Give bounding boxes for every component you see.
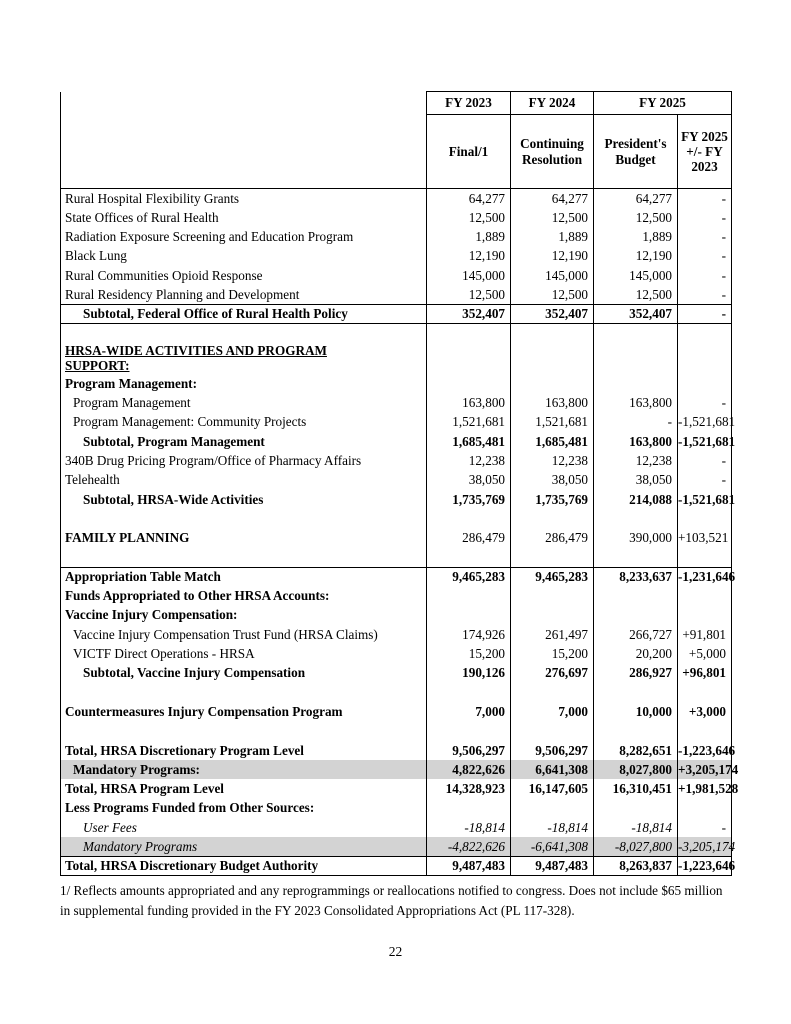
cell-value: 1,735,769 (511, 490, 594, 509)
spacer-row (61, 548, 732, 567)
col-subheader-final: Final/1 (427, 115, 511, 189)
table-row (61, 663, 732, 682)
cell-value: 9,465,283 (427, 567, 511, 586)
cell-value: -6,641,308 (511, 837, 594, 856)
footnote: 1/ Reflects amounts appropriated and any reprogrammings or reallocations notified to congress. Does not include $65 million in supplemental funding provided in the FY 2023 Consolidated Appropriations Act (PL 117-328). (60, 883, 723, 919)
cell-value: 1,685,481 (427, 432, 511, 451)
cell-value: 4,822,626 (427, 760, 511, 779)
cell-value: - (678, 246, 732, 265)
row-label: Rural Hospital Flexibility Grants (61, 189, 427, 208)
cell-value (511, 586, 594, 605)
cell-value: -18,814 (427, 818, 511, 837)
cell-value: 15,200 (511, 644, 594, 663)
spacer-row (61, 324, 732, 343)
cell-value (427, 509, 511, 528)
table-row (61, 625, 732, 644)
cell-value: 8,263,837 (594, 856, 678, 875)
cell-value: 1,889 (594, 227, 678, 246)
cell-value (511, 324, 594, 343)
table-row (61, 227, 732, 246)
row-label: Mandatory Programs: (61, 760, 427, 779)
cell-value: 12,238 (427, 451, 511, 470)
row-label: Subtotal, HRSA-Wide Activities (61, 490, 427, 509)
cell-value (678, 721, 732, 740)
cell-value: 163,800 (511, 393, 594, 412)
table-row (61, 779, 732, 798)
cell-value: - (594, 413, 678, 432)
table-row (61, 343, 732, 374)
cell-value: 9,506,297 (427, 741, 511, 760)
cell-value: 12,500 (427, 285, 511, 304)
row-label: Total, HRSA Discretionary Program Level (61, 741, 427, 760)
spacer-row (61, 683, 732, 702)
table-row (61, 285, 732, 304)
cell-value: - (678, 266, 732, 285)
cell-value (427, 343, 511, 374)
cell-value: 163,800 (594, 393, 678, 412)
cell-value: 12,190 (594, 246, 678, 265)
cell-value: 145,000 (594, 266, 678, 285)
col-subheader-presidents-budget: President's Budget (594, 115, 678, 189)
cell-value: 163,800 (427, 393, 511, 412)
cell-value: -4,822,626 (427, 837, 511, 856)
row-label: Subtotal, Vaccine Injury Compensation (61, 663, 427, 682)
table-row (61, 432, 732, 451)
cell-value: 1,521,681 (427, 413, 511, 432)
cell-value: -1,521,681 (678, 490, 732, 509)
col-header-fy2025: FY 2025 (594, 92, 732, 115)
cell-value: 352,407 (594, 304, 678, 323)
cell-value: +103,521 (678, 528, 732, 547)
table-row (61, 393, 732, 412)
cell-value (678, 374, 732, 393)
cell-value: - (678, 471, 732, 490)
row-label (61, 509, 427, 528)
row-label: Vaccine Injury Compensation: (61, 606, 427, 625)
cell-value: 286,479 (427, 528, 511, 547)
spacer-row (61, 509, 732, 528)
fy-header-row (61, 92, 732, 115)
cell-value: - (678, 393, 732, 412)
cell-value: 8,282,651 (594, 741, 678, 760)
cell-value (678, 606, 732, 625)
table-row (61, 837, 732, 856)
table-row (61, 490, 732, 509)
cell-value: 174,926 (427, 625, 511, 644)
row-label: Funds Appropriated to Other HRSA Accounts: (61, 586, 427, 605)
row-label: 340B Drug Pricing Program/Office of Pharmacy Affairs (61, 451, 427, 470)
cell-value (594, 606, 678, 625)
table-row (61, 606, 732, 625)
cell-value (594, 324, 678, 343)
table-row (61, 586, 732, 605)
row-label: User Fees (61, 818, 427, 837)
row-label: VICTF Direct Operations - HRSA (61, 644, 427, 663)
row-label: State Offices of Rural Health (61, 208, 427, 227)
cell-value: 38,050 (511, 471, 594, 490)
cell-value: 16,310,451 (594, 779, 678, 798)
col-subheader-fy2025-vs-fy2023: FY 2025 +/- FY 2023 (678, 115, 732, 189)
table-row (61, 702, 732, 721)
cell-value: 390,000 (594, 528, 678, 547)
cell-value: 7,000 (511, 702, 594, 721)
cell-value: 276,697 (511, 663, 594, 682)
cell-value: -1,521,681 (678, 432, 732, 451)
row-label: Telehealth (61, 471, 427, 490)
row-label (61, 548, 427, 567)
cell-value (511, 799, 594, 818)
row-label: Countermeasures Injury Compensation Program (61, 702, 427, 721)
cell-value (594, 683, 678, 702)
cell-value: - (678, 189, 732, 208)
cell-value: 12,500 (427, 208, 511, 227)
col-subheader-continuing-resolution: Continuing Resolution (511, 115, 594, 189)
cell-value: - (678, 304, 732, 323)
row-label (61, 721, 427, 740)
label-column-header (61, 92, 427, 189)
table-row (61, 856, 732, 875)
table-row (61, 818, 732, 837)
cell-value: 12,500 (511, 285, 594, 304)
table-row (61, 266, 732, 285)
cell-value (427, 721, 511, 740)
cell-value: 12,500 (511, 208, 594, 227)
cell-value (511, 509, 594, 528)
cell-value: -3,205,174 (678, 837, 732, 856)
cell-value: 12,238 (594, 451, 678, 470)
page-content (60, 91, 739, 921)
cell-value (427, 374, 511, 393)
cell-value (678, 683, 732, 702)
cell-value: 145,000 (511, 266, 594, 285)
cell-value (594, 799, 678, 818)
cell-value: - (678, 208, 732, 227)
cell-value: 214,088 (594, 490, 678, 509)
cell-value: 64,277 (594, 189, 678, 208)
row-label: FAMILY PLANNING (61, 528, 427, 547)
row-label: Rural Communities Opioid Response (61, 266, 427, 285)
col-header-fy2024: FY 2024 (511, 92, 594, 115)
cell-value (594, 374, 678, 393)
cell-value: 14,328,923 (427, 779, 511, 798)
table-row (61, 567, 732, 586)
cell-value: 10,000 (594, 702, 678, 721)
cell-value: 9,465,283 (511, 567, 594, 586)
cell-value (511, 374, 594, 393)
table-row (61, 246, 732, 265)
cell-value: 261,497 (511, 625, 594, 644)
cell-value: +91,801 (678, 625, 732, 644)
cell-value: 9,506,297 (511, 741, 594, 760)
row-label: Appropriation Table Match (61, 567, 427, 586)
cell-value: 12,190 (427, 246, 511, 265)
cell-value (427, 548, 511, 567)
cell-value: 266,727 (594, 625, 678, 644)
cell-value (427, 606, 511, 625)
table-row (61, 413, 732, 432)
table-row (61, 741, 732, 760)
row-label (61, 324, 427, 343)
cell-value: 12,238 (511, 451, 594, 470)
cell-value: 38,050 (594, 471, 678, 490)
cell-value: 9,487,483 (511, 856, 594, 875)
cell-value: - (678, 227, 732, 246)
cell-value (678, 548, 732, 567)
cell-value: +1,981,528 (678, 779, 732, 798)
cell-value: 1,521,681 (511, 413, 594, 432)
cell-value: -1,223,646 (678, 741, 732, 760)
cell-value (594, 343, 678, 374)
cell-value: 8,027,800 (594, 760, 678, 779)
cell-value: 190,126 (427, 663, 511, 682)
cell-value: - (678, 818, 732, 837)
cell-value: 7,000 (427, 702, 511, 721)
cell-value: 1,889 (427, 227, 511, 246)
cell-value (678, 324, 732, 343)
table-row (61, 471, 732, 490)
cell-value: 286,927 (594, 663, 678, 682)
cell-value: +3,000 (678, 702, 732, 721)
cell-value: 64,277 (427, 189, 511, 208)
cell-value (594, 548, 678, 567)
spacer-row (61, 721, 732, 740)
row-label: Radiation Exposure Screening and Education Program (61, 227, 427, 246)
cell-value (427, 683, 511, 702)
cell-value (427, 586, 511, 605)
table-row (61, 208, 732, 227)
cell-value (678, 586, 732, 605)
cell-value: 12,500 (594, 208, 678, 227)
cell-value: -1,231,646 (678, 567, 732, 586)
table-row (61, 644, 732, 663)
cell-value: 12,190 (511, 246, 594, 265)
cell-value: 64,277 (511, 189, 594, 208)
row-label: Subtotal, Program Management (61, 432, 427, 451)
cell-value (511, 683, 594, 702)
cell-value: 8,233,637 (594, 567, 678, 586)
row-label: Total, HRSA Discretionary Budget Authority (61, 856, 427, 875)
cell-value: - (678, 285, 732, 304)
cell-value: 1,685,481 (511, 432, 594, 451)
cell-value: 15,200 (427, 644, 511, 663)
cell-value: -1,521,681 (678, 413, 732, 432)
table-row (61, 760, 732, 779)
cell-value: -18,814 (594, 818, 678, 837)
row-label: Subtotal, Federal Office of Rural Health Policy (61, 304, 427, 323)
cell-value: 352,407 (427, 304, 511, 323)
page-number: 22 (388, 944, 403, 959)
budget-table (60, 91, 739, 876)
table-row (61, 189, 732, 208)
cell-value: +96,801 (678, 663, 732, 682)
cell-value: 163,800 (594, 432, 678, 451)
cell-value (678, 343, 732, 374)
cell-value (511, 721, 594, 740)
cell-value: 9,487,483 (427, 856, 511, 875)
cell-value: +5,000 (678, 644, 732, 663)
cell-value: -1,223,646 (678, 856, 732, 875)
cell-value: 12,500 (594, 285, 678, 304)
table-row (61, 799, 732, 818)
col-header-fy2023: FY 2023 (427, 92, 511, 115)
cell-value: 16,147,605 (511, 779, 594, 798)
row-label: Vaccine Injury Compensation Trust Fund (HRSA Claims) (61, 625, 427, 644)
cell-value: 1,735,769 (427, 490, 511, 509)
budget-table-body (61, 189, 739, 876)
cell-value: -8,027,800 (594, 837, 678, 856)
cell-value (511, 343, 594, 374)
cell-value: 38,050 (427, 471, 511, 490)
row-label: Total, HRSA Program Level (61, 779, 427, 798)
cell-value (594, 721, 678, 740)
cell-value (427, 324, 511, 343)
cell-value: +3,205,174 (678, 760, 732, 779)
cell-value (678, 799, 732, 818)
table-row (61, 528, 732, 547)
row-label: Black Lung (61, 246, 427, 265)
cell-value (511, 548, 594, 567)
row-label: Program Management: Community Projects (61, 413, 427, 432)
cell-value: -18,814 (511, 818, 594, 837)
cell-value: - (678, 451, 732, 470)
row-label: Program Management (61, 393, 427, 412)
row-label: HRSA-WIDE ACTIVITIES AND PROGRAM SUPPORT: (61, 343, 427, 374)
row-label: Program Management: (61, 374, 427, 393)
table-row (61, 304, 732, 323)
row-label (61, 683, 427, 702)
cell-value: 1,889 (511, 227, 594, 246)
cell-value: 145,000 (427, 266, 511, 285)
table-row (61, 374, 732, 393)
cell-value (594, 509, 678, 528)
cell-value (678, 509, 732, 528)
cell-value: 286,479 (511, 528, 594, 547)
row-label: Rural Residency Planning and Development (61, 285, 427, 304)
cell-value: 20,200 (594, 644, 678, 663)
row-label: Mandatory Programs (61, 837, 427, 856)
row-label: Less Programs Funded from Other Sources: (61, 799, 427, 818)
table-row (61, 451, 732, 470)
cell-value: 352,407 (511, 304, 594, 323)
cell-value (427, 799, 511, 818)
cell-value: 6,641,308 (511, 760, 594, 779)
cell-value (511, 606, 594, 625)
cell-value (594, 586, 678, 605)
